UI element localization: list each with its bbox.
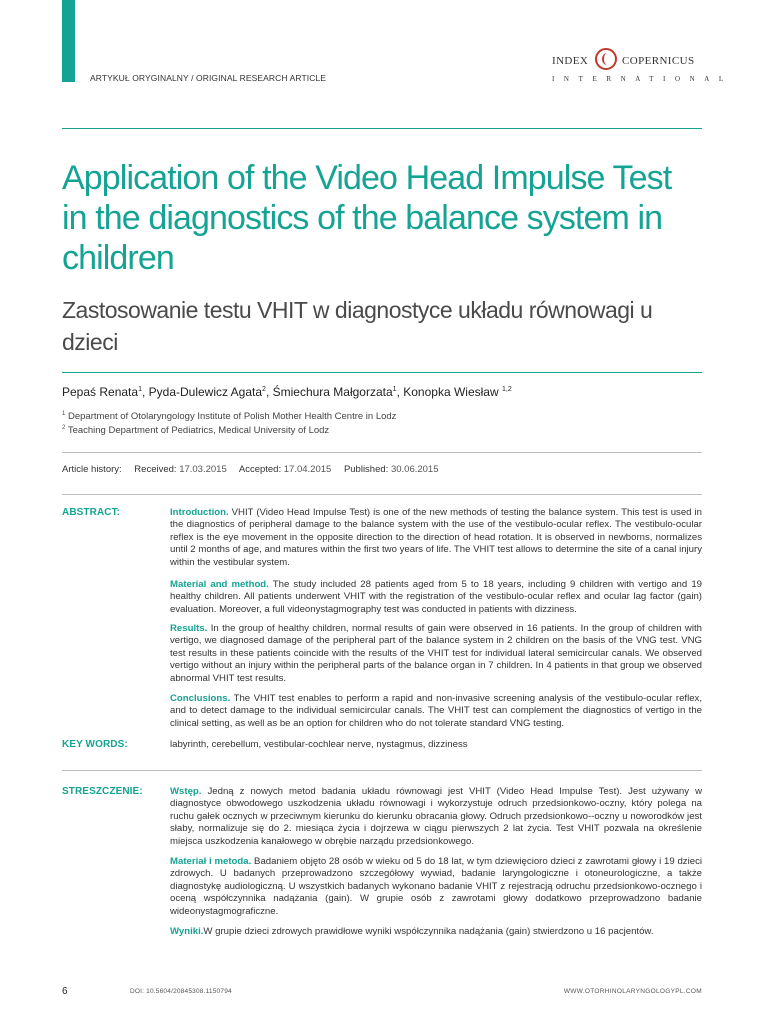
page-number: 6 — [62, 986, 68, 997]
header-divider — [62, 128, 702, 129]
abstract-conclusions: Conclusions. The VHIT test enables to perform a rapid and non-invasive screening analysis of the vestibulo-ocular reflex, and to detect damage to the individual semicircular canals. The VHIT test can complement the diagnostics of vertigo in the clinical setting, as well as be an option for children who do not tolerate standard VNG testing. — [170, 693, 702, 729]
keywords-label: KEY WORDS: — [62, 739, 128, 750]
logo-word-copernicus: COPERNICUS — [622, 55, 695, 67]
abstract-results: Results. In the group of healthy children, normal results of gain were observed in 16 patients. In the group of children with vertigo, we diagnosed damage of the peripheral part of the balance system in 2 children on the basis of the VNG test. VNG test results in these patients coincide with the results of the VHIT test for individual lateral semicircular canals. We observed vertigo without an injury within the peripheral parts of the balance organ in 7 children. In 4 patients in that group we observed abnormal VHIT test results. — [170, 623, 702, 684]
title-divider — [62, 372, 702, 373]
author-name: Śmiechura Małgorzata — [272, 385, 393, 399]
abstract-methods: Material and method. The study included 28 patients aged from 5 to 18 years, including 9 children with vertigo and 19 healthy children. All patients underwent VHIT with the registration of the vestibulo-ocular reflex and ocular lag factor (gain) evaluation. Moreover, a full videonystagmography test was conducted in patients with dizziness. — [170, 579, 702, 615]
keywords-text: labyrinth, cerebellum, vestibular-cochlear nerve, nystagmus, dizziness — [170, 739, 468, 750]
doi-link[interactable]: DOI: 10.5604/20845308.1150794 — [130, 988, 232, 995]
keywords-divider — [62, 770, 702, 771]
index-copernicus-logo — [548, 48, 733, 88]
logo-word-international: INTERNATIONAL — [552, 75, 733, 83]
abstract-label: ABSTRACT: — [62, 507, 121, 518]
article-history: Article history: Received: 17.03.2015 Accepted: 17.04.2015 Published: 30.06.2015 — [62, 464, 439, 475]
section-tag: ARTYKUŁ ORYGINALNY / ORIGINAL RESEARCH ARTICLE — [90, 73, 327, 83]
abstract-introduction: Introduction. VHIT (Video Head Impulse Test) is one of the new methods of testing the balance system. This test is used in the diagnostics of peripheral damage to the balance system with the use of the vestibulo-ocular reflex. The vestibulo-ocular reflex is the eye movement in the opposite direction to the direction of head rotation. It is observed in newborns, normalizes until 2 months of age, and matures within the first two years of life. The VHIT test allows to determine the site of a canal injury within the vestibular system. — [170, 507, 702, 568]
affiliation-1: $^1$ Department of Otolaryngology Institute of Polish Mother Health Centre in Lodz — [62, 411, 397, 423]
affiliation-divider — [62, 452, 702, 453]
header-accent-bar — [62, 0, 75, 82]
published-date: 30.06.2015 — [390, 464, 439, 475]
article-subtitle: Zastosowanie testu VHIT w diagnostyce układu równowagi u dzieci — [62, 297, 653, 355]
author-list: Pepaś Renata$^1$, Pyda-Dulewicz Agata$^2$, Śmiechura Małgorzata$^1$, Konopka Wiesław $^{1,2}$ — [62, 385, 512, 399]
author-name: Pyda-Dulewicz Agata — [148, 385, 263, 399]
received-date: 17.03.2015 — [179, 464, 227, 475]
streszczenie-wstep: Wstęp. Jedną z nowych metod badania układu równowagi jest VHIT (Video Head Impulse Test). Jest używany w diagnostyce obwodowego uszkodzenia układu równowagi i wykorzystuje odruch przedsionkowo-oczny, który polega na ruchu gałek ocznych w przeciwnym kierunku do kierunku obracania głowy. Odruch przedsionkowo--oczny u noworodków jest słaby, normalizuje się do 2. miesiąca życia i dojrzewa w ciągu pierwszych 2 lat życia. Test VHIT pozwala na określenie miejsca uszkodzenia kanałowego w obrębie narządu przedsionkowego. — [170, 786, 702, 847]
accepted-date: 17.04.2015 — [283, 464, 332, 475]
copernicus-emblem-icon — [595, 48, 617, 70]
history-label: Article history: — [62, 464, 122, 475]
logo-word-index: INDEX — [552, 55, 589, 67]
affiliation-2: $^2$ Teaching Department of Pediatrics, Medical University of Lodz — [62, 425, 330, 437]
streszczenie-wyniki: Wyniki.W grupie dzieci zdrowych prawidłowe wyniki współczynnika nadążania (gain) stwierdzono u 16 pacjentów. — [170, 926, 654, 937]
author-name: Pepaś Renata — [62, 385, 139, 399]
journal-url-link[interactable]: WWW.OTORHINOLARYNGOLOGYPL.COM — [563, 988, 702, 995]
history-divider — [62, 494, 702, 495]
author-name: Konopka Wiesław — [403, 385, 499, 399]
streszczenie-metoda: Materiał i metoda. Badaniem objęto 28 osób w wieku od 5 do 18 lat, w tym dziewięcioro dzieci z zawrotami głowy i 19 dzieci zdrowych. U badanych przeprowadzono szczegółowy wywiad, badanie laryngologiczne i otoneurologiczne, a także diagnostykę audiologiczną. U wszystkich badanych wykonano badanie VHIT z rejestracją odruchu przedsionkowo-ocznego i oceną współczynnika nadążania (gain). W grupie osób z zawrotami głowy dodatkowo przeprowadzono badanie wideonystagmograficzne. — [170, 856, 703, 917]
article-title: Application of the Video Head Impulse Test in the diagnostics of the balance system in children — [62, 159, 672, 277]
streszczenie-label: STRESZCZENIE: — [62, 786, 143, 797]
